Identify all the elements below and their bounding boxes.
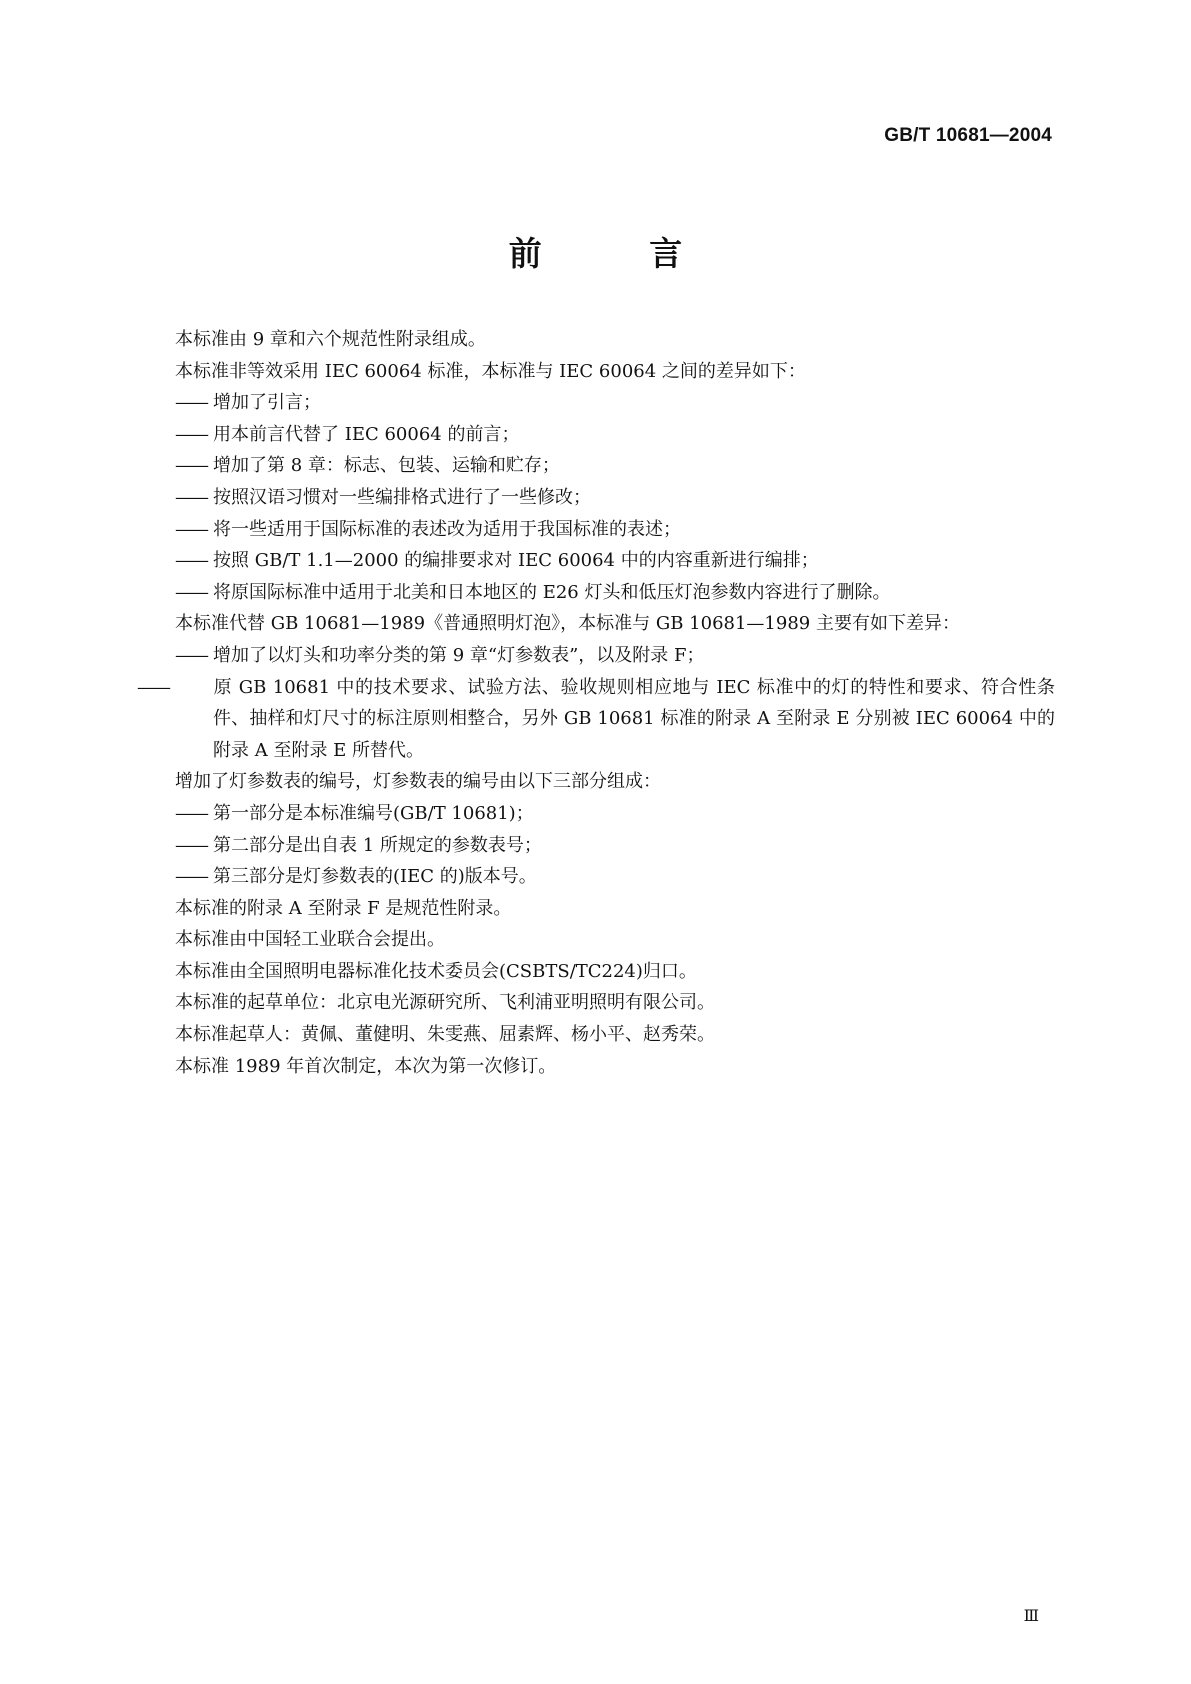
dash-marker: —— [175, 834, 207, 856]
paragraph: 本标准由中国轻工业联合会提出。 [175, 929, 445, 951]
dash-marker: —— [137, 676, 169, 698]
paragraph: 本标准起草人：黄佩、董健明、朱雯燕、屈素辉、杨小平、赵秀荣。 [175, 1024, 715, 1046]
paragraph: 增加了灯参数表的编号，灯参数表的编号由以下三部分组成： [175, 771, 661, 793]
paragraph: 本标准代替 GB 10681—1989《普通照明灯泡》，本标准与 GB 10681—1989 主要有如下差异： [175, 613, 960, 635]
list-item [175, 861, 1055, 893]
dash-marker: —— [175, 455, 207, 477]
list-item-text: 第三部分是灯参数表的(IEC 的)版本号。 [213, 866, 537, 888]
page-number: Ⅲ [1023, 1606, 1039, 1625]
list-item [175, 387, 1055, 419]
list-item-text: 用本前言代替了 IEC 60064 的前言； [213, 423, 520, 445]
list-item [175, 482, 1055, 514]
list-item [175, 450, 1055, 482]
list-item-text: 增加了以灯头和功率分类的第 9 章“灯参数表”，以及附录 F； [213, 644, 705, 666]
dash-marker: —— [175, 423, 207, 445]
list-item [175, 798, 1055, 830]
list-item-text: 第二部分是出自表 1 所规定的参数表号； [213, 834, 542, 856]
page-title: 前 言 [508, 234, 731, 273]
list-item-text: 增加了引言； [213, 392, 321, 414]
paragraph: 本标准非等效采用 IEC 60064 标准，本标准与 IEC 60064 之间的差异如下： [175, 360, 806, 382]
foreword-body [137, 324, 1055, 1082]
list-item-text: 原 GB 10681 中的技术要求、试验方法、验收规则相应地与 IEC 标准中的灯的特性和要求、符合性条件、抽样和灯尺寸的标注原则相整合，另外 GB 10681 标准的附录 A 至附录 E 分别被 IEC 60064 中的附录 A 至附录 E 所替代。 [213, 676, 1055, 761]
list-item-text: 将一些适用于国际标准的表述改为适用于我国标准的表述； [213, 518, 681, 540]
list-item [175, 577, 1055, 609]
dash-marker: —— [175, 550, 207, 572]
list-item-text: 第一部分是本标准编号(GB/T 10681)； [213, 802, 534, 824]
dash-marker: —— [175, 486, 207, 508]
list-item-text: 将原国际标准中适用于北美和日本地区的 E26 灯头和低压灯泡参数内容进行了删除。 [213, 581, 891, 603]
paragraph: 本标准的附录 A 至附录 F 是规范性附录。 [175, 897, 512, 919]
list-item [175, 640, 1055, 672]
paragraph: 本标准由 9 章和六个规范性附录组成。 [175, 329, 486, 350]
list-item-text: 按照汉语习惯对一些编排格式进行了一些修改； [213, 486, 591, 508]
dash-marker: —— [175, 644, 207, 666]
list-item-text: 增加了第 8 章：标志、包装、运输和贮存； [213, 455, 560, 477]
paragraph: 本标准由全国照明电器标准化技术委员会(CSBTS/TC224)归口。 [175, 960, 697, 982]
list-item [137, 672, 1055, 767]
dash-marker: —— [175, 392, 207, 414]
dash-marker: —— [175, 866, 207, 888]
list-item [175, 545, 1055, 577]
dash-marker: —— [175, 802, 207, 824]
dash-marker: —— [175, 581, 207, 603]
paragraph: 本标准的起草单位：北京电光源研究所、飞利浦亚明照明有限公司。 [175, 992, 715, 1014]
list-item [175, 830, 1055, 862]
list-item-text: 按照 GB/T 1.1—2000 的编排要求对 IEC 60064 中的内容重新进行编排； [213, 550, 819, 572]
paragraph: 本标准 1989 年首次制定，本次为第一次修订。 [175, 1055, 557, 1077]
standard-number: GB/T 10681—2004 [884, 125, 1052, 146]
list-item [175, 514, 1055, 546]
dash-marker: —— [175, 518, 207, 540]
list-item [175, 419, 1055, 451]
